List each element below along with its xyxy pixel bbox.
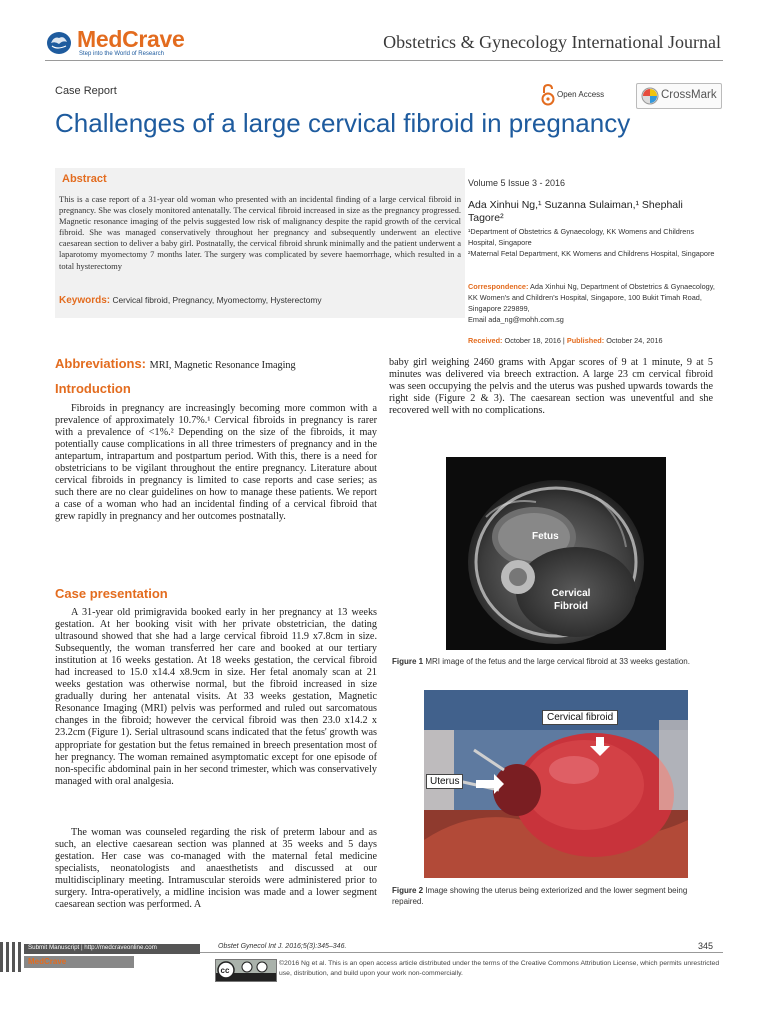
abstract-heading: Abstract	[62, 173, 107, 185]
correspondence	[468, 281, 723, 325]
right-column-text: baby girl weighing 2460 grams with Apgar scores of 9 at 1 minute, 9 at 5 minutes was delivered via breech extraction. A large 23 cm cervical fibroid was seen occupying the pelvis and the uterus was pushed upwards towards the right side (Figure 2 & 3). The caesarean section was uneventful and she recovered well with no complications.	[389, 357, 713, 417]
header-divider	[45, 60, 723, 61]
keywords-label: Keywords:	[59, 295, 111, 306]
received-label: Received:	[468, 336, 503, 345]
case-paragraph-1: A 31-year old primigravida booked early in her pregnancy at 13 weeks gestation. At her booking visit with her private obstetrician, the dating ultrasound showed that she had a large cervical fibroid 11.9 x7.8cm in size. Subsequently, the woman transferred her care and booked at our tertiary institution at 16 weeks gestation. At 18 weeks gestation, the cervical fibroid had increased to 15.0 x14.4 x8.9cm in size. Her fetal anomaly scan at 21 weeks gestation was otherwise normal, but the fibroid increased in size gradually during her antenatal visits. At 33 weeks gestation, Magnetic Resonance Imaging (MRI) pelvis was performed and ruled out sarcomatous changes in the fibroid; however the cervical fibroid was then 23.0 x14.2 x 23.2cm (Figure 1). Serial ultrasound scans indicated that the fetus' growth was appropriate for gestation but the fetus remained in breech presentation most of her pregnancy. The woman remained asymptomatic except for one episode of non-specific abdominal pain in her second trimester, which was conservatively managed with oral analgesia.	[55, 607, 377, 787]
introduction-heading: Introduction	[55, 381, 131, 396]
figure-1-label: Figure 1	[392, 657, 424, 666]
svg-text:cc: cc	[220, 966, 230, 975]
open-access-icon	[541, 84, 555, 106]
introduction-text	[55, 403, 377, 523]
published-date: October 24, 2016	[606, 336, 663, 345]
figure-1-caption	[392, 656, 717, 667]
crossmark-icon	[641, 87, 659, 105]
dates: Received: October 18, 2016 | Published: October 24, 2016	[468, 336, 663, 345]
case-text-1	[55, 607, 377, 788]
figure-1-mri-image	[446, 457, 666, 650]
case-text-2	[55, 827, 377, 911]
volume-issue: Volume 5 Issue 3 - 2016	[468, 178, 566, 188]
abbreviations-text: MRI, Magnetic Resonance Imaging	[149, 360, 296, 371]
footer-divider	[200, 952, 723, 953]
correspondence-label: Correspondence:	[468, 282, 529, 291]
license-text: ©2016 Ng et al. This is an open access article distributed under the terms of the Creative Commons Attribution License, which permits unrestricted use, distribution, and build upon your work non-commercially.	[279, 960, 720, 977]
page-number: 345	[698, 941, 714, 951]
authors: Ada Xinhui Ng,¹ Suzanna Sulaiman,¹ Shephali Tagore²	[468, 199, 683, 224]
brand-tagline: Step into the World of Research	[79, 51, 164, 57]
abbreviations	[55, 356, 385, 371]
affiliation-2: ²Maternal Fetal Department, KK Womens and Childrens Hospital, Singapore	[468, 249, 715, 258]
mri-illustration	[446, 457, 666, 650]
footer-banner[interactable]	[0, 942, 200, 972]
case-paragraph-2: The woman was counseled regarding the risk of preterm labour and as such, an elective caesarean section was planned at 35 weeks and 5 days gestation. Her case was co-managed with the maternal fetal medicine specialists, neonatologists and anaesthetists and discussed at our multidisciplinary meeting. Intramuscular steroids were administered prior to surgery. Intra-operatively, a midline incision was made and a lower segment caesarean section was performed. A	[55, 827, 377, 911]
affiliation-1: ¹Department of Obstetrics & Gynaecology, KK Womens and Childrens Hospital, Singapore	[468, 227, 695, 247]
submit-manuscript-link[interactable]: Submit Manuscript | http://medcraveonline.com	[28, 944, 157, 951]
figure-2-caption	[392, 885, 717, 907]
brain-logo-icon	[45, 30, 73, 56]
creative-commons-badge[interactable]	[215, 959, 277, 982]
figure-2-caption-text: Image showing the uterus being exteriorized and the lower segment being repaired.	[392, 886, 688, 906]
email[interactable]: Email ada_ng@mohh.com.sg	[468, 315, 564, 324]
abstract-text: This is a case report of a 31-year old woman who presented with an incidental finding of a large cervical fibroid in pregnancy. She was closely monitored antenatally. The cervical fibroid increased in size as the pregnancy progressed. Magnetic resonance imaging of the pelvis suggested low risk of malignancy despite the rapid growth of the cervical fibroid. She was managed conservatively throughout her pregnancy and subsequently underwent an elective caesarean section to deliver a baby girl. Postnatally, the cervical fibroid shrunk minimally and the patient underwent a laparotomy myomectomy 7 months later. The surgery was complicated by severe haemorrhage, which resulted in a total hysterectomy	[59, 194, 461, 271]
uterus-callout: Uterus	[426, 774, 463, 789]
cervical-fibroid-callout: Cervical fibroid	[542, 710, 618, 725]
keywords-text: Cervical fibroid, Pregnancy, Myomectomy, Hysterectomy	[112, 295, 322, 305]
brand-name: MedCrave	[77, 26, 185, 52]
fetus-label: Fetus	[532, 531, 559, 542]
figure-2-surgery-image	[424, 690, 688, 878]
case-presentation-heading: Case presentation	[55, 586, 168, 601]
abbreviations-label: Abbreviations:	[55, 356, 147, 371]
received-date: October 18, 2016	[504, 336, 561, 345]
figure-2-label: Figure 2	[392, 886, 424, 895]
article-type: Case Report	[55, 85, 117, 97]
journal-name[interactable]: Obstetrics & Gynecology International Journal	[383, 32, 721, 52]
correspondence-text: Ada Xinhui Ng, Department of Obstetrics & Gynaecology, KK Women's and Children's Hospital, Singapore, 100 Bukit Timah Road, Singapore 229899,	[468, 282, 715, 313]
footer-brand: MedCrave	[28, 957, 67, 966]
cervical-fibroid-label: Cervical Fibroid	[551, 588, 591, 612]
citation: Obstet Gynecol Int J. 2016;5(3):345‒346.	[218, 943, 347, 950]
crossmark-button[interactable]	[636, 83, 722, 109]
keywords	[59, 295, 459, 306]
published-label: Published:	[566, 336, 605, 345]
open-access-badge[interactable]	[541, 84, 631, 106]
article-title: Challenges of a large cervical fibroid in pregnancy	[55, 108, 631, 138]
crossmark-label: CrossMark	[661, 89, 717, 101]
medcrave-logo[interactable]	[45, 28, 245, 62]
open-access-label: Open Access	[557, 90, 605, 99]
introduction-paragraph: Fibroids in pregnancy are increasingly becoming more common with a prevalence of approximately 10.7%.¹ Cervical fibroids in pregnancy is rarer with a prevalence of <1%.² Depending on the size of the fibroids, it may potentially cause complications in all three trimesters of pregnancy and in the antepartum, intrapartum and postpartum period. With this, there is a need for obstetricians to be vigilant throughout the entire pregnancy. Literature about cervical fibroids in pregnancy is limited to case reports and case series; as such there are no clear guidelines on how to manage these patients. We report a case of a woman who had an incidental finding of a cervical fibroid that grew rapidly in pregnancy and her outcomes postnatally.	[55, 403, 377, 523]
cc-icon	[216, 960, 276, 981]
figure-1-caption-text: MRI image of the fetus and the large cervical fibroid at 33 weeks gestation.	[425, 657, 690, 666]
